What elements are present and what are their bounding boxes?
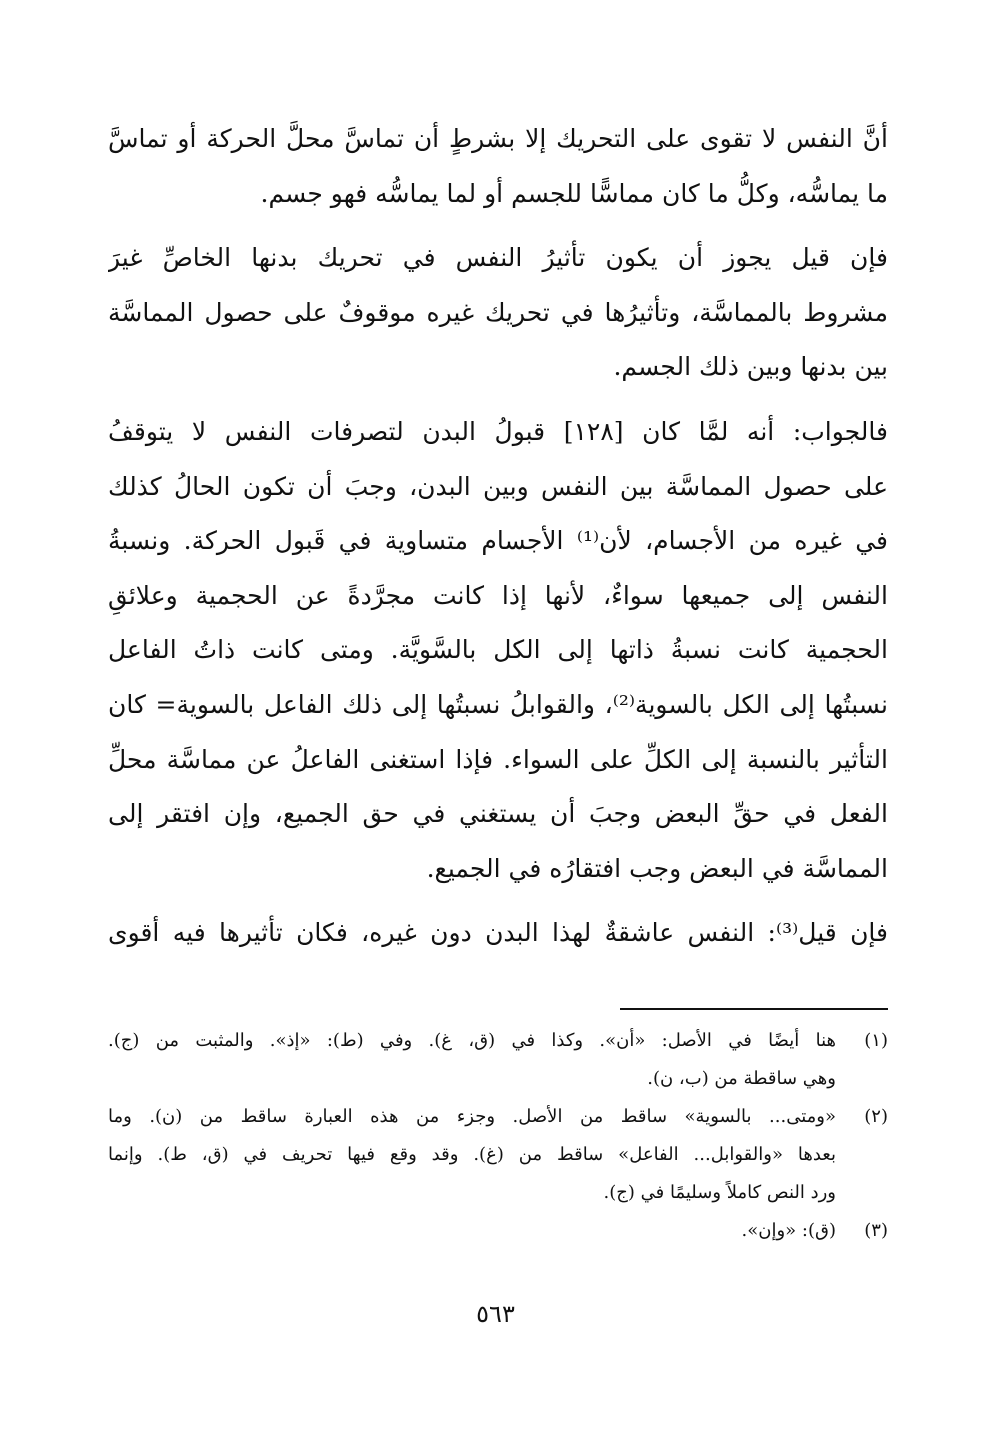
footnote-2 bbox=[108, 1098, 888, 1212]
text-line: التأثير بالنسبة إلى الكلِّ على السواء. فإذا استغنى الفاعلُ عن مماسَّة محلِّ bbox=[108, 744, 888, 774]
text-line: بين بدنها وبين ذلك الجسم. bbox=[613, 352, 888, 382]
text-line: مشروط بالمماسَّة، وتأثيرُها في تحريك غيره موقوفٌ على حصول المماسَّة bbox=[108, 297, 888, 327]
footnote-separator bbox=[620, 1008, 888, 1010]
text-line: الفعل في حقِّ البعض وجبَ أن يستغني في حق الجميع، وإن افتقر إلى bbox=[108, 799, 888, 829]
footnote-3 bbox=[108, 1212, 888, 1250]
text-line: فإن قيل⁽³⁾: النفس عاشقةٌ لهذا البدن دون غيره، فكان تأثيرها فيه أقوى bbox=[108, 918, 888, 948]
text-line: ما يماسُّه، وكلُّ ما كان مماسًّا للجسم أو لما يماسُّه فهو جسم. bbox=[260, 178, 888, 208]
footnote-line: وهي ساقطة من (ب، ن). bbox=[647, 1068, 836, 1089]
text-line: فالجواب: أنه لمَّا كان [١٢٨] قبولُ البدن لتصرفات النفس لا يتوقفُ bbox=[108, 416, 888, 446]
text-line: فإن قيل يجوز أن يكون تأثيرُ النفس في تحريك بدنها الخاصِّ غيرَ bbox=[108, 243, 888, 273]
footnote-number: (١) bbox=[864, 1030, 888, 1051]
paragraph-1 bbox=[108, 112, 888, 221]
paragraph-4 bbox=[108, 906, 888, 961]
footnote-1 bbox=[108, 1022, 888, 1098]
footnote-number: (٣) bbox=[864, 1220, 888, 1241]
text-line: الحجمية كانت نسبةُ ذاتها إلى الكل بالسَّويَّة. ومتى كانت ذاتُ الفاعل bbox=[108, 635, 888, 665]
page-number: ٥٦٣ bbox=[476, 1300, 515, 1328]
paragraph-3 bbox=[108, 405, 888, 896]
main-text bbox=[108, 112, 888, 961]
footnote-number: (٢) bbox=[864, 1106, 888, 1127]
text-line: أنَّ النفس لا تقوى على التحريك إلا بشرطٍ أن تماسَّ محلَّ الحركة أو تماسَّ bbox=[108, 124, 888, 153]
text-line: النفس إلى جميعها سواءٌ، لأنها إذا كانت مجرَّدةً عن الحجمية وعلائقِ bbox=[108, 580, 888, 610]
text-line: في غيره من الأجسام، لأن⁽¹⁾ الأجسام متساوية في قَبول الحركة. ونسبةُ bbox=[108, 526, 888, 556]
footnote-text: هنا أيضًا في الأصل: «أن». وكذا في (ق، غ). وفي (ط): «إذ». والمثبت من (ج). bbox=[108, 1030, 836, 1051]
footnote-line: بعدها «والقوابل... الفاعل» ساقط من (غ). وقد وقع فيها تحريف في (ق، ط). وإنما bbox=[108, 1144, 836, 1165]
text-line: المماسَّة في البعض وجب افتقارُه في الجميع. bbox=[426, 853, 888, 883]
footnote-text: (ق): «وإن». bbox=[741, 1220, 836, 1241]
footnotes bbox=[108, 1022, 888, 1250]
footnote-text: «ومتى... بالسوية» ساقط من الأصل. وجزء من هذه العبارة ساقط من (ن). وما bbox=[108, 1106, 836, 1127]
paragraph-2 bbox=[108, 231, 888, 395]
text-line: نسبتُها إلى الكل بالسوية⁽²⁾، والقوابلُ نسبتُها إلى ذلك الفاعل بالسوية= كان bbox=[108, 689, 888, 719]
text-line: على حصول المماسَّة بين النفس وبين البدن، وجبَ أن تكون الحالُ كذلك bbox=[108, 471, 888, 501]
footnote-line bbox=[108, 1212, 888, 1250]
footnote-line: ورد النص كاملاً وسليمًا في (ج). bbox=[603, 1182, 836, 1203]
footnote-line bbox=[108, 1098, 888, 1136]
footnote-line bbox=[108, 1022, 888, 1060]
